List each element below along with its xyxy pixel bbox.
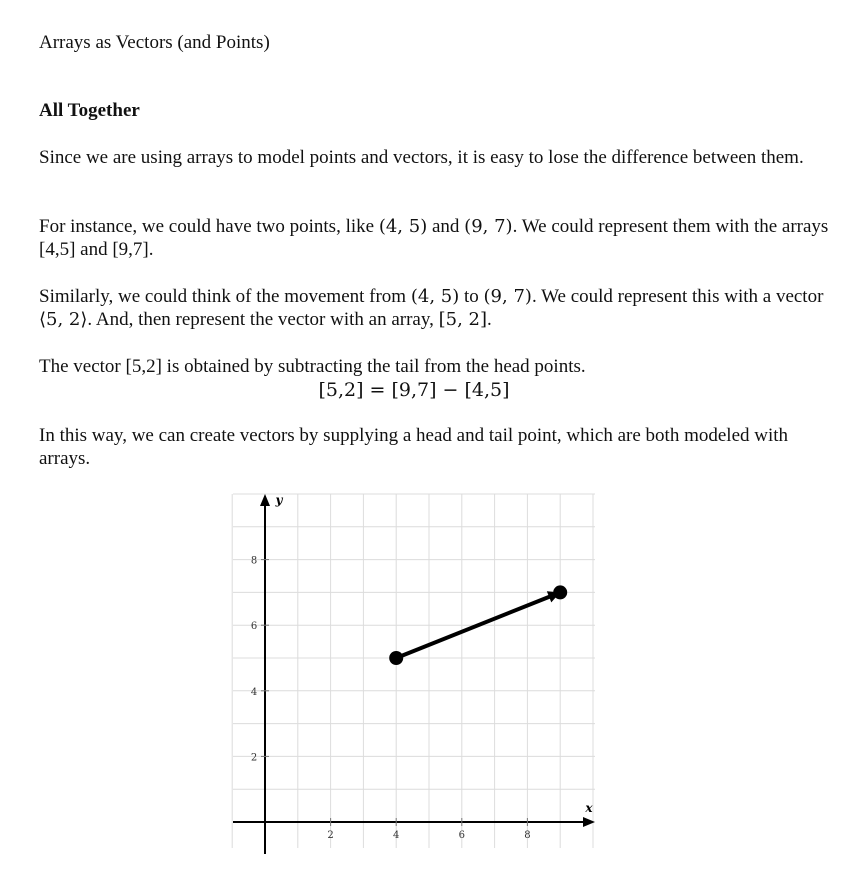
math-point-tail: (4, 5) — [378, 216, 428, 237]
paragraph-subtraction: The vector [5,2] is obtained by subtracting the tail from the head points. — [39, 356, 586, 377]
vector-head-point — [553, 585, 567, 599]
text-run: to — [459, 286, 484, 307]
paragraph-conclusion: In this way, we can create vectors by supplying a head and tail point, which are both modeled with arrays. — [39, 425, 789, 469]
y-tick-label: 4 — [250, 686, 258, 698]
text-run: and — [427, 216, 465, 237]
math-array: [5, 2] — [438, 309, 488, 330]
x-tick-label: 6 — [458, 830, 465, 841]
y-tick-label: 2 — [250, 752, 258, 764]
section-heading: All Together — [39, 100, 140, 121]
text-run: . We could represent this with a vector — [531, 286, 824, 307]
text-run: . And, then represent the vector with an array, — [87, 309, 439, 330]
y-tick-label: 6 — [250, 621, 258, 633]
vector-tail-point — [389, 651, 403, 665]
math-point-head: (9, 7) — [483, 286, 532, 307]
y-axis-arrow — [260, 494, 270, 506]
x-tick-label: 2 — [327, 830, 334, 841]
vector-line — [396, 597, 549, 658]
paragraph-intro: Since we are using arrays to model points and vectors, it is easy to lose the difference between them. — [39, 147, 804, 168]
x-axis-label: x — [585, 801, 593, 815]
math-point-head: (9, 7) — [464, 216, 513, 237]
y-axis-label: y — [275, 493, 283, 507]
x-tick-label: 4 — [393, 830, 400, 841]
paragraph-movement — [39, 285, 829, 331]
y-tick-label: 8 — [250, 555, 258, 567]
paragraph-points — [39, 215, 829, 261]
text-run: For instance, we could have two points, like — [39, 216, 379, 237]
math-point-tail: (4, 5) — [410, 286, 460, 307]
page-title: Arrays as Vectors (and Points) — [39, 32, 270, 53]
vector-graph — [225, 486, 605, 858]
equation: [5,2] = [9,7] − [4,5] — [318, 379, 510, 401]
x-tick-label: 8 — [524, 830, 531, 841]
text-run: Similarly, we could think of the movement from — [39, 286, 411, 307]
math-vector: ⟨5, 2⟩ — [39, 309, 88, 330]
text-run: . We could represent them with the arrays [4,5] and [9,7]. — [39, 216, 829, 260]
text-run: . — [487, 309, 492, 330]
